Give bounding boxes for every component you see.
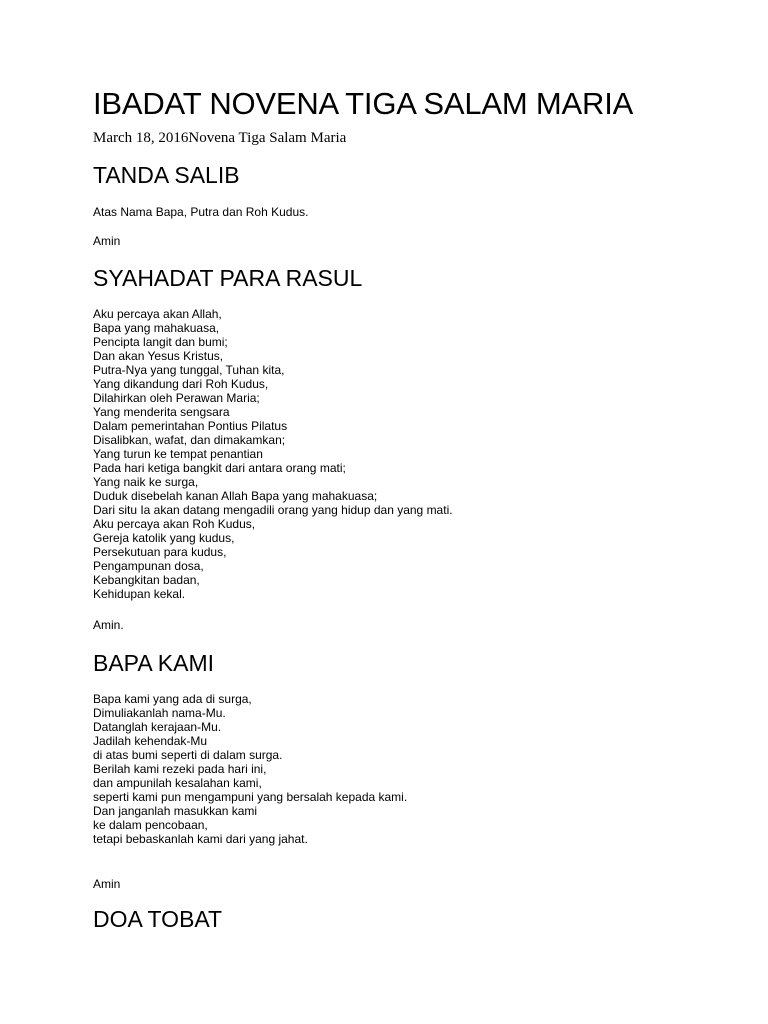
prayer-line: Bapa yang mahakuasa, [93, 321, 220, 335]
prayer-line: tetapi bebaskanlah kami dari yang jahat. [93, 832, 308, 846]
prayer-line: Yang naik ke surga, [93, 475, 199, 489]
prayer-line: Pengampunan dosa, [93, 559, 204, 573]
heading-syahadat: SYAHADAT PARA RASUL [93, 265, 363, 291]
bapa-kami-closing: Amin [93, 877, 121, 891]
prayer-line: Datanglah kerajaan-Mu. [93, 720, 222, 734]
heading-doa-tobat: DOA TOBAT [93, 906, 223, 932]
prayer-line: Pada hari ketiga bangkit dari antara orang mati; [93, 461, 346, 475]
prayer-line: Dari situ Ia akan datang mengadili orang yang hidup dan yang mati. [93, 503, 453, 517]
prayer-line: Dan janganlah masukkan kami [93, 804, 258, 818]
prayer-line: Berilah kami rezeki pada hari ini, [93, 762, 267, 776]
prayer-line: Dalam pemerintahan Pontius Pilatus [93, 419, 288, 433]
post-meta: March 18, 2016Novena Tiga Salam Maria [93, 130, 347, 146]
prayer-line: di atas bumi seperti di dalam surga. [93, 748, 283, 762]
heading-tanda-salib: TANDA SALIB [93, 162, 240, 188]
prayer-line: Aku percaya akan Roh Kudus, [93, 517, 256, 531]
heading-bapa-kami: BAPA KAMI [93, 650, 215, 676]
prayer-line: Jadilah kehendak-Mu [93, 734, 208, 748]
syahadat-lines [93, 307, 453, 601]
prayer-line: Gereja katolik yang kudus, [93, 531, 235, 545]
prayer-line: Persekutuan para kudus, [93, 545, 227, 559]
prayer-line: Yang turun ke tempat penantian [93, 447, 263, 461]
prayer-line: Dilahirkan oleh Perawan Maria; [93, 391, 260, 405]
prayer-line: Pencipta langit dan bumi; [93, 335, 228, 349]
tanda-salib-closing: Amin [93, 234, 121, 248]
prayer-line: Dan akan Yesus Kristus, [93, 349, 224, 363]
document-title: IBADAT NOVENA TIGA SALAM MARIA [93, 86, 634, 121]
bapa-kami-lines [93, 692, 407, 846]
prayer-line: Putra-Nya yang tunggal, Tuhan kita, [93, 363, 285, 377]
prayer-line: Yang dikandung dari Roh Kudus, [93, 377, 269, 391]
prayer-line: dan ampunilah kesalahan kami, [93, 776, 262, 790]
prayer-line: Dimuliakanlah nama-Mu. [93, 706, 226, 720]
prayer-line: Kebangkitan badan, [93, 573, 200, 587]
prayer-line: ke dalam pencobaan, [93, 818, 208, 832]
prayer-line: Bapa kami yang ada di surga, [93, 692, 252, 706]
prayer-line: Disalibkan, wafat, dan dimakamkan; [93, 433, 286, 447]
syahadat-closing: Amin. [93, 618, 124, 632]
prayer-line: Aku percaya akan Allah, [93, 307, 222, 321]
tanda-salib-text: Atas Nama Bapa, Putra dan Roh Kudus. [93, 205, 309, 219]
prayer-line: seperti kami pun mengampuni yang bersalah kepada kami. [93, 790, 408, 804]
prayer-line: Duduk disebelah kanan Allah Bapa yang mahakuasa; [93, 489, 378, 503]
prayer-line: Yang menderita sengsara [93, 405, 230, 419]
prayer-line: Kehidupan kekal. [93, 587, 186, 601]
